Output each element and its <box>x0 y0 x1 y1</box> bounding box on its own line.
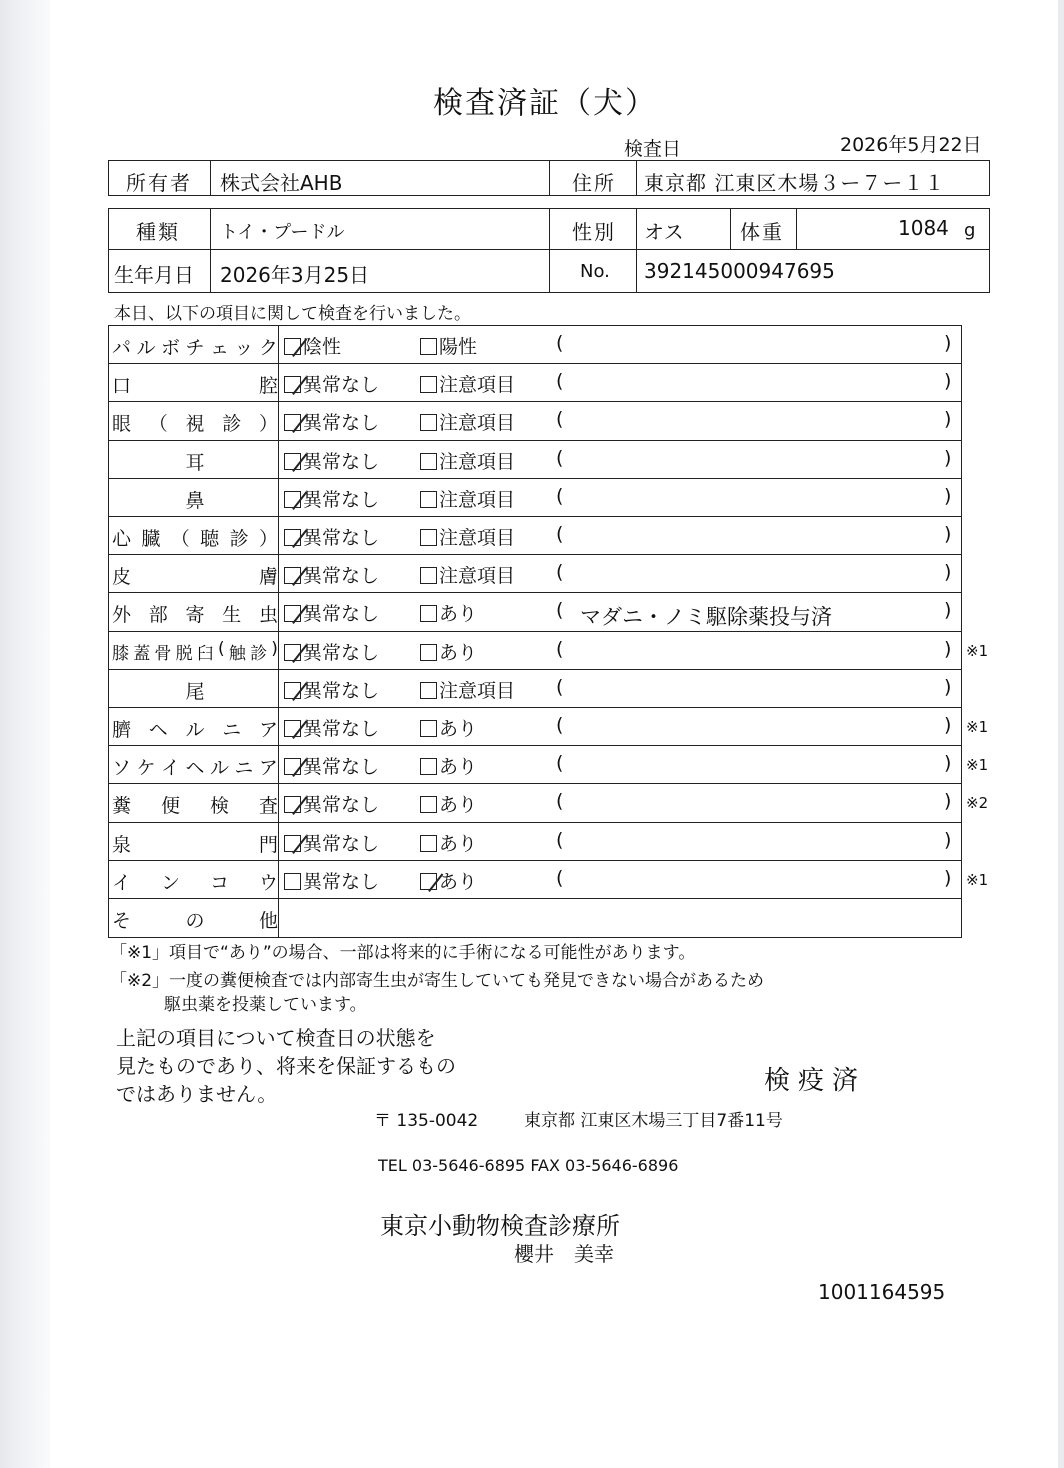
option-abnormal: あり <box>420 599 477 626</box>
address-value: 東京都 江東区木場３ー７ー１１ <box>644 171 946 195</box>
inspection-row <box>108 745 962 783</box>
option-normal: 異常なし <box>284 867 379 894</box>
detail-close-paren: ) <box>944 638 952 660</box>
option-abnormal: あり <box>420 638 477 665</box>
inspection-item-label: 泉 門 <box>112 834 278 856</box>
inspection-row <box>108 554 962 592</box>
other-row <box>108 898 962 936</box>
detail-open-paren: ( <box>556 676 564 698</box>
checkbox-icon <box>420 376 437 393</box>
detail-close-paren: ) <box>944 332 952 354</box>
inspection-item-label: 糞 便 検 査 <box>112 795 278 817</box>
detail-open-paren: ( <box>556 638 564 660</box>
option-normal: 異常なし <box>284 638 379 665</box>
number-value: 392145000947695 <box>644 259 835 283</box>
checkbox-icon <box>420 567 437 584</box>
option-abnormal: 注意項目 <box>420 523 515 550</box>
inspection-item-label: ソ ケ イ ヘ ル ニ ア <box>112 757 278 779</box>
inspection-row <box>108 325 962 363</box>
detail-close-paren: ) <box>944 485 952 507</box>
inspection-item-label: 臍 ヘ ル ニ ア <box>112 719 278 741</box>
checked-box-icon <box>420 873 437 890</box>
inspection-item-label: 外 部 寄 生 虫 <box>112 604 278 626</box>
inspection-item-label: 耳 <box>185 452 205 474</box>
exam-date-value: 2026年5月22日 <box>840 134 982 156</box>
footnote-marker: ※1 <box>966 871 989 889</box>
inspection-item-label: 口 腔 <box>112 375 278 397</box>
checked-box-icon <box>284 644 301 661</box>
checked-box-icon <box>284 376 301 393</box>
inspection-item-label: イ ン コ ウ <box>112 872 278 894</box>
checkbox-icon <box>420 529 437 546</box>
detail-close-paren: ) <box>944 599 952 621</box>
detail-close-paren: ) <box>944 867 952 889</box>
detail-close-paren: ) <box>944 714 952 736</box>
inspection-row <box>108 822 962 860</box>
page-title: 検査済証（犬） <box>433 86 657 121</box>
checkbox-icon <box>420 605 437 622</box>
checkbox-icon <box>420 796 437 813</box>
inspection-row <box>108 363 962 401</box>
checkbox-icon <box>420 453 437 470</box>
checkbox-icon <box>420 491 437 508</box>
detail-open-paren: ( <box>556 561 564 583</box>
clinic-address: 東京都 江東区木場三丁目7番11号 <box>524 1111 783 1131</box>
option-abnormal: 注意項目 <box>420 370 515 397</box>
checkbox-icon <box>420 414 437 431</box>
inspection-item-label: 鼻 <box>185 490 205 512</box>
disclaimer-line-1: 上記の項目について検査日の状態を <box>116 1026 436 1050</box>
option-abnormal: 注意項目 <box>420 561 515 588</box>
clinic-name: 東京小動物検査診療所 <box>380 1212 620 1240</box>
checked-box-icon <box>284 529 301 546</box>
detail-close-paren: ) <box>944 561 952 583</box>
checkbox-icon <box>420 835 437 852</box>
disclaimer-line-3: ではありません。 <box>116 1082 278 1106</box>
detail-close-paren: ) <box>944 408 952 430</box>
checkbox-icon <box>284 873 301 890</box>
checkbox-icon <box>420 338 437 355</box>
sex-value: オス <box>644 220 684 244</box>
option-abnormal: あり <box>420 790 477 817</box>
checkbox-icon <box>420 720 437 737</box>
birthdate-label: 生年月日 <box>114 263 194 287</box>
inspection-item-label: 眼 （ 視 診 ） <box>112 413 278 435</box>
detail-open-paren: ( <box>556 867 564 889</box>
detail-close-paren: ) <box>944 523 952 545</box>
checkbox-icon <box>420 644 437 661</box>
inspection-item-label: パ ル ボ チ ェ ッ ク <box>112 337 278 359</box>
detail-open-paren: ( <box>556 485 564 507</box>
option-abnormal: 注意項目 <box>420 676 515 703</box>
option-normal: 異常なし <box>284 790 379 817</box>
detail-open-paren: ( <box>556 332 564 354</box>
detail-open-paren: ( <box>556 408 564 430</box>
detail-open-paren: ( <box>556 370 564 392</box>
option-normal: 異常なし <box>284 829 379 856</box>
veterinarian-name: 櫻井 美幸 <box>514 1242 614 1266</box>
detail-close-paren: ) <box>944 676 952 698</box>
option-normal: 異常なし <box>284 447 379 474</box>
detail-close-paren: ) <box>944 447 952 469</box>
breed-value: トイ・プードル <box>220 222 345 243</box>
note-2-line-1: 「※2」一度の糞便検査では内部寄生虫が寄生していても発見できない場合があるため <box>110 971 765 991</box>
checkbox-icon <box>420 682 437 699</box>
detail-open-paren: ( <box>556 752 564 774</box>
sex-label: 性別 <box>572 220 616 244</box>
inspection-item-label: 皮 膚 <box>112 566 278 588</box>
checked-box-icon <box>284 605 301 622</box>
serial-number: 1001164595 <box>818 1280 946 1304</box>
weight-unit: g <box>964 220 976 241</box>
option-normal: 異常なし <box>284 714 379 741</box>
inspection-row <box>108 401 962 439</box>
detail-close-paren: ) <box>944 370 952 392</box>
option-normal: 異常なし <box>284 485 379 512</box>
inspection-row <box>108 592 962 630</box>
option-abnormal: あり <box>420 752 477 779</box>
detail-open-paren: ( <box>556 523 564 545</box>
exam-date-label: 検査日 <box>624 138 682 160</box>
checked-box-icon <box>284 491 301 508</box>
scan-edge <box>1058 0 1064 1468</box>
detail-open-paren: ( <box>556 599 564 621</box>
note-1: 「※1」項目で“あり”の場合、一部は将来的に手術になる可能性があります。 <box>110 943 696 963</box>
inspection-row <box>108 516 962 554</box>
checked-box-icon <box>284 338 301 355</box>
option-normal: 異常なし <box>284 599 379 626</box>
checkbox-icon <box>420 758 437 775</box>
footnote-marker: ※1 <box>966 718 989 736</box>
checked-box-icon <box>284 758 301 775</box>
inspection-row <box>108 478 962 516</box>
option-abnormal: あり <box>420 867 477 894</box>
owner-label: 所有者 <box>126 171 192 195</box>
inspection-row <box>108 707 962 745</box>
number-label: No. <box>580 261 610 282</box>
inspection-item-label: 尾 <box>185 681 205 703</box>
option-normal: 異常なし <box>284 561 379 588</box>
inspection-item-label: 心 臓 （ 聴 診 ） <box>112 528 278 550</box>
weight-label: 体重 <box>740 220 784 244</box>
option-normal: 異常なし <box>284 408 379 435</box>
inspection-row <box>108 669 962 707</box>
footnote-marker: ※2 <box>966 794 989 812</box>
address-label: 住所 <box>572 171 616 195</box>
inspection-item-label: 膝 蓋 骨 脱 臼 ( 触 診 ) <box>112 639 278 664</box>
postal-code: 〒 135-0042 <box>374 1111 479 1131</box>
inspection-row <box>108 440 962 478</box>
disclaimer-line-2: 見たものであり、将来を保証するもの <box>116 1054 456 1078</box>
checked-box-icon <box>284 835 301 852</box>
detail-close-paren: ) <box>944 752 952 774</box>
option-abnormal: あり <box>420 829 477 856</box>
inspection-row <box>108 631 962 669</box>
owner-value: 株式会社AHB <box>220 171 343 195</box>
option-abnormal: 注意項目 <box>420 408 515 435</box>
option-normal: 異常なし <box>284 523 379 550</box>
option-normal: 異常なし <box>284 676 379 703</box>
detail-close-paren: ) <box>944 829 952 851</box>
detail-close-paren: ) <box>944 790 952 812</box>
scan-shadow <box>0 0 50 1468</box>
checked-box-icon <box>284 720 301 737</box>
detail-open-paren: ( <box>556 714 564 736</box>
other-label: そ の 他 <box>112 910 278 932</box>
option-abnormal: 注意項目 <box>420 485 515 512</box>
option-abnormal: あり <box>420 714 477 741</box>
detail-open-paren: ( <box>556 447 564 469</box>
note-2-line-2: 駆虫薬を投薬しています。 <box>164 995 367 1015</box>
breed-label: 種類 <box>136 220 180 244</box>
clinic-phone: TEL 03-5646-6895 FAX 03-5646-6896 <box>378 1156 679 1175</box>
inspection-row <box>108 783 962 821</box>
checked-box-icon <box>284 414 301 431</box>
checked-box-icon <box>284 796 301 813</box>
option-abnormal: 注意項目 <box>420 447 515 474</box>
detail-open-paren: ( <box>556 829 564 851</box>
checked-box-icon <box>284 682 301 699</box>
weight-value: 1084 <box>898 216 949 240</box>
footnote-marker: ※1 <box>966 642 989 660</box>
checked-box-icon <box>284 567 301 584</box>
option-normal: 陰性 <box>284 332 341 359</box>
option-normal: 異常なし <box>284 752 379 779</box>
intro-text: 本日、以下の項目に関して検査を行いました。 <box>114 304 471 324</box>
inspection-row <box>108 860 962 898</box>
checked-box-icon <box>284 453 301 470</box>
footnote-marker: ※1 <box>966 756 989 774</box>
option-abnormal: 陽性 <box>420 332 477 359</box>
detail-text: マダニ・ノミ駆除薬投与済 <box>580 605 832 629</box>
birthdate-value: 2026年3月25日 <box>220 263 370 287</box>
option-normal: 異常なし <box>284 370 379 397</box>
detail-open-paren: ( <box>556 790 564 812</box>
quarantine-stamp: 検疫済 <box>764 1066 867 1096</box>
